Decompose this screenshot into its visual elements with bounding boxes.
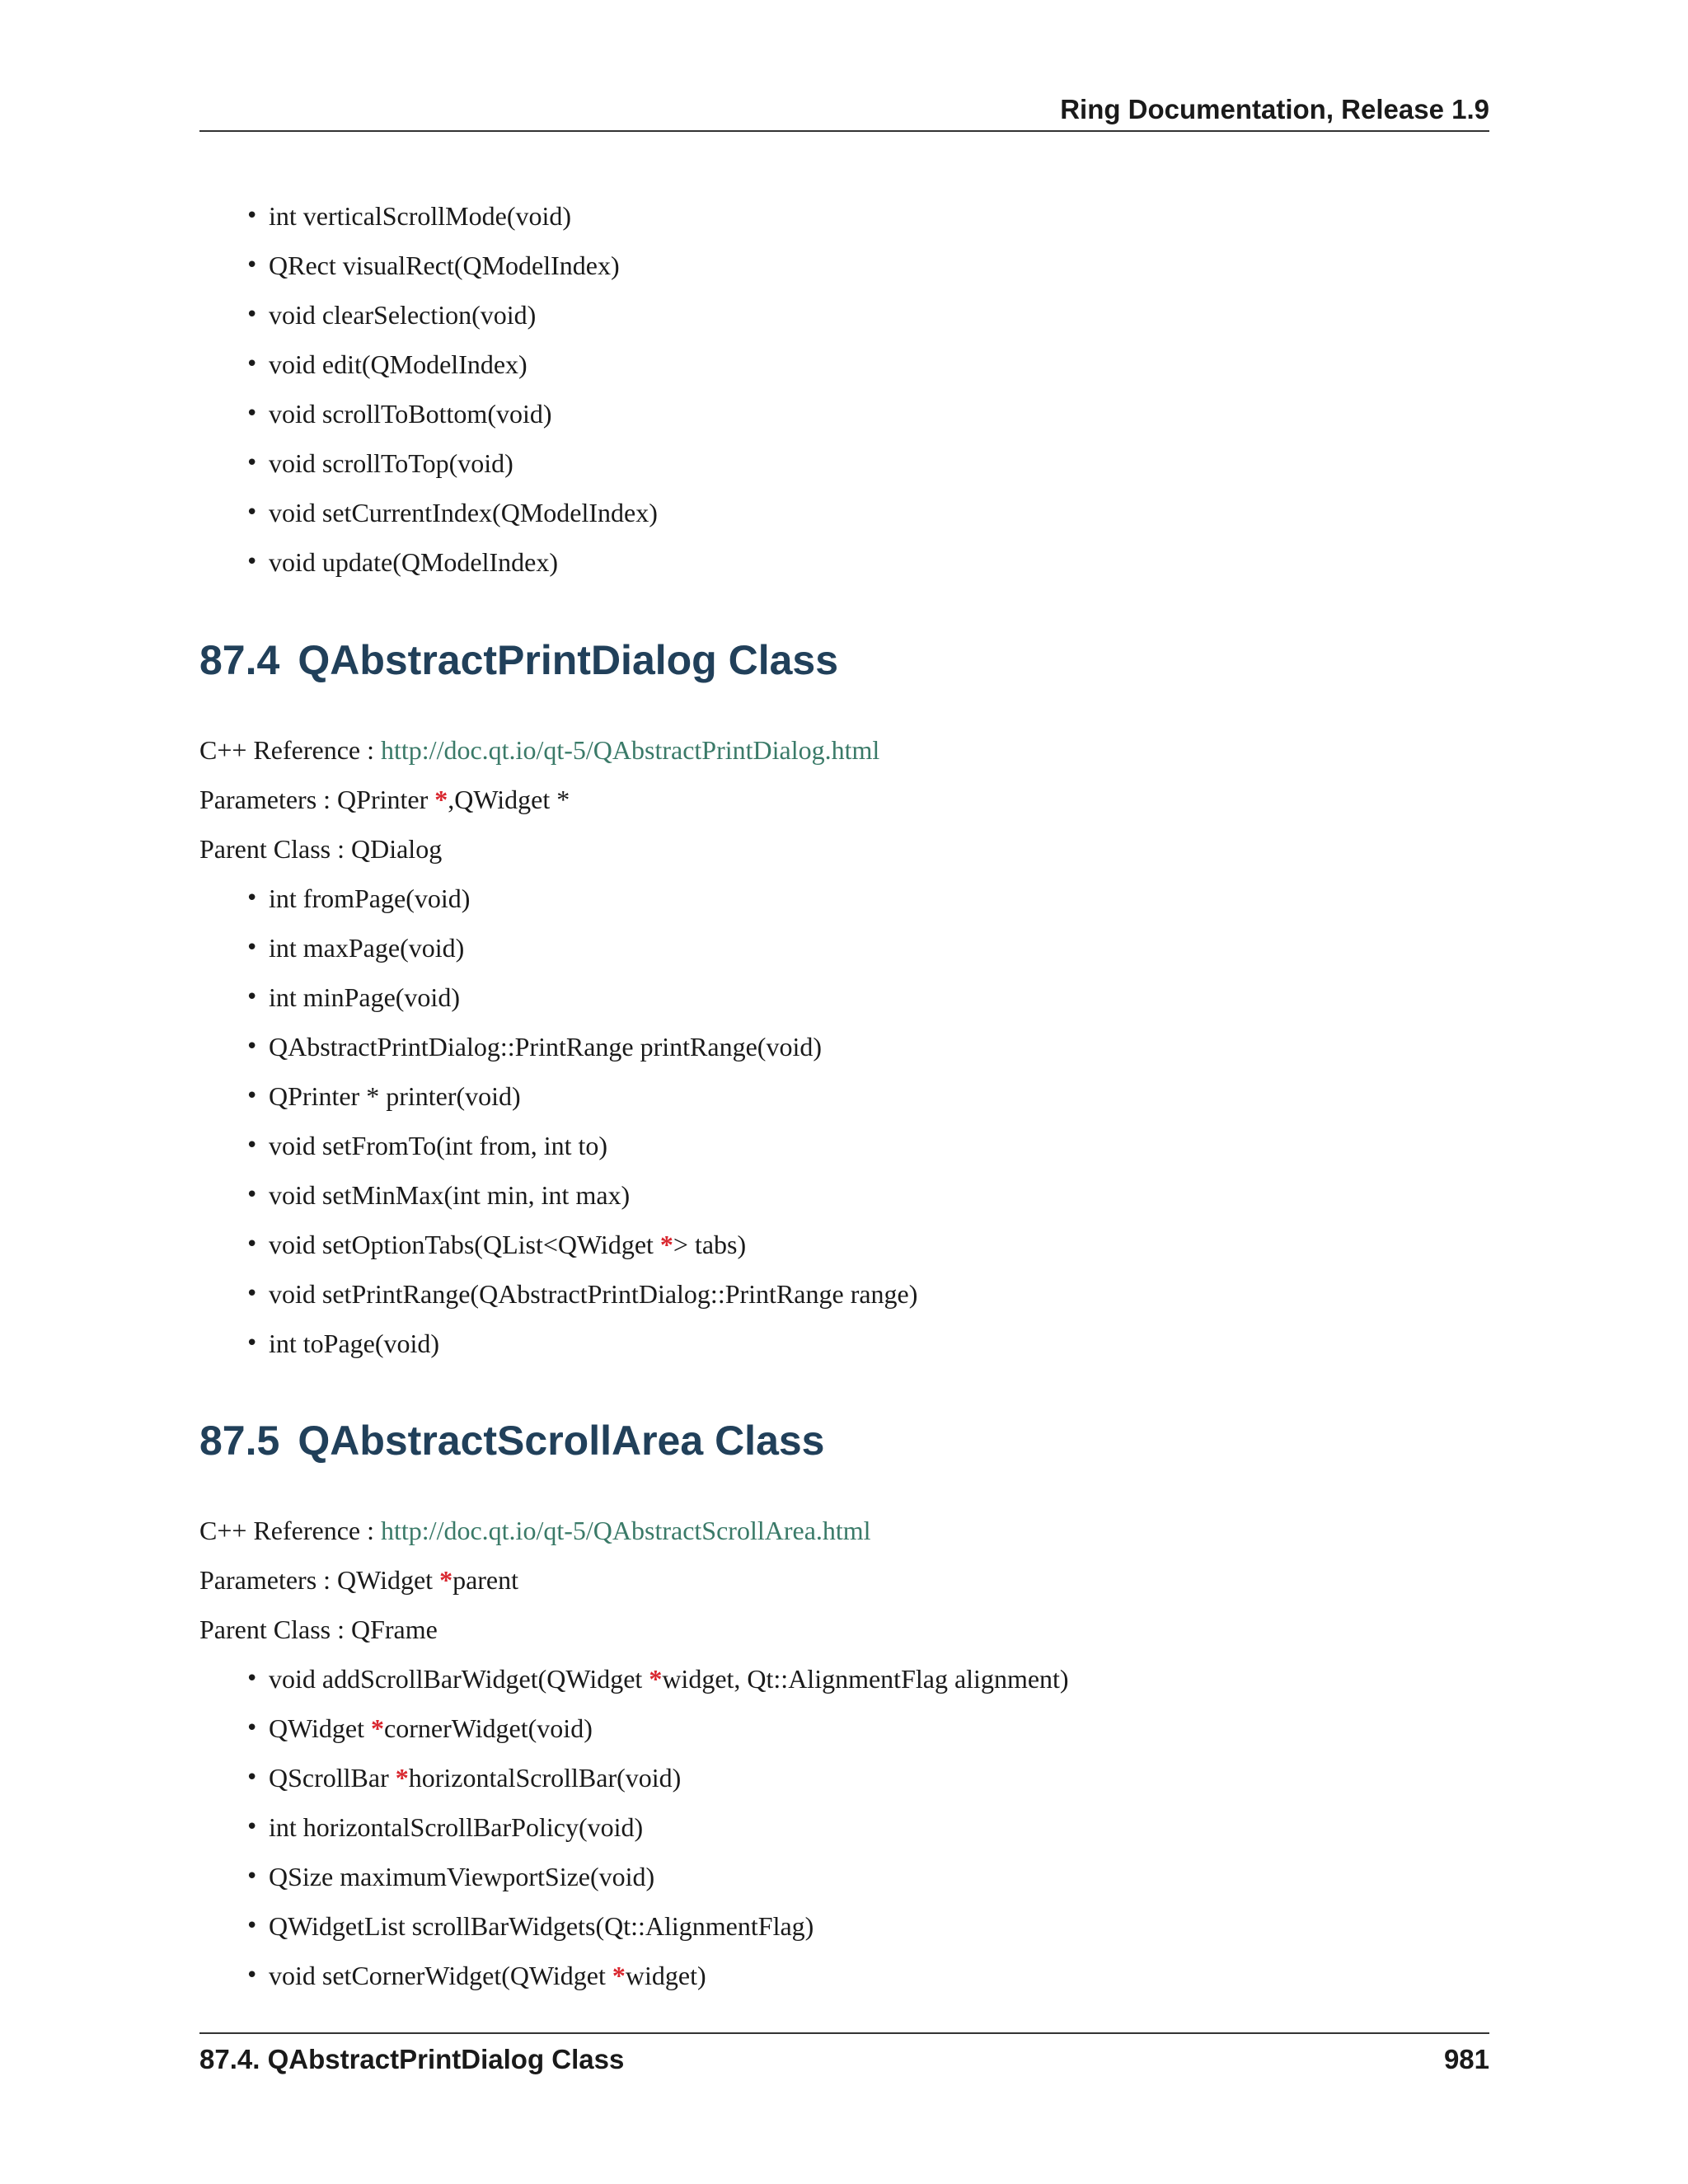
method-signature-part: void addScrollBarWidget(QWidget [269, 1664, 649, 1694]
method-signature: void edit(QModelIndex) [269, 349, 528, 379]
parameters-label: Parameters : [199, 1565, 338, 1595]
method-item [246, 1121, 917, 1170]
method-signature-part: void setOptionTabs(QList<QWidget [269, 1230, 660, 1259]
method-item [246, 1951, 1069, 2000]
section-number: 87.4 [199, 637, 280, 683]
pointer-asterisk: * [371, 1713, 385, 1743]
method-item [246, 488, 658, 537]
method-item [246, 1269, 917, 1319]
pointer-asterisk: * [649, 1664, 663, 1694]
section-heading-87-5 [199, 1417, 825, 1465]
method-item [246, 1220, 917, 1269]
method-item [246, 1170, 917, 1220]
pointer-asterisk: * [395, 1763, 409, 1793]
method-signature: void update(QModelIndex) [269, 547, 559, 577]
method-signature: QRect visualRect(QModelIndex) [269, 251, 620, 280]
method-list-continued [246, 191, 658, 587]
page-footer [199, 2032, 1489, 2083]
method-item [246, 1022, 917, 1071]
parent-class-line [199, 824, 442, 874]
method-signature-part: void setCornerWidget(QWidget [269, 1961, 612, 1990]
cpp-reference-label: C++ Reference : [199, 1516, 381, 1545]
method-item [246, 923, 917, 972]
parent-class-line [199, 1605, 438, 1654]
method-signature: void scrollToTop(void) [269, 448, 513, 478]
parameters-label: Parameters : [199, 785, 338, 814]
method-signature-part: void setFromTo(int from, int to) [269, 1131, 608, 1160]
parameters-value-2: parent [452, 1565, 519, 1595]
method-item [246, 972, 917, 1022]
method-item [246, 389, 658, 438]
method-signature-part: QAbstractPrintDialog::PrintRange printRange(void) [269, 1032, 822, 1062]
method-item [246, 241, 658, 290]
method-item [246, 1753, 1069, 1802]
header-title: Ring Documentation, Release 1.9 [1060, 94, 1489, 124]
footer-section-title: 87.4. QAbstractPrintDialog Class [199, 2044, 625, 2074]
method-signature-part: void setMinMax(int min, int max) [269, 1180, 631, 1210]
cpp-reference-link[interactable]: http://doc.qt.io/qt-5/QAbstractScrollArea.html [381, 1516, 871, 1545]
method-signature-part: widget) [625, 1961, 706, 1990]
pointer-asterisk: * [612, 1961, 626, 1990]
method-item [246, 1654, 1069, 1704]
parent-class-value: QDialog [350, 834, 443, 864]
method-list-qabstractscrollarea [246, 1654, 1069, 2000]
method-item [246, 290, 658, 340]
pointer-asterisk: * [434, 785, 448, 814]
method-item [246, 1319, 917, 1368]
parameters-line [199, 775, 570, 824]
method-signature-part: cornerWidget(void) [384, 1713, 593, 1743]
document-page [199, 0, 1489, 2184]
cpp-reference-label: C++ Reference : [199, 735, 381, 765]
method-signature-part: QWidgetList scrollBarWidgets(Qt::AlignmentFlag) [269, 1911, 814, 1941]
method-item [246, 1802, 1069, 1852]
parameters-value-1: QPrinter [337, 785, 435, 814]
method-signature: int verticalScrollMode(void) [269, 201, 572, 231]
cpp-reference-link[interactable]: http://doc.qt.io/qt-5/QAbstractPrintDialog.html [381, 735, 880, 765]
section-heading-87-4 [199, 636, 838, 684]
page-number: 981 [1443, 2044, 1489, 2074]
method-signature: void setCurrentIndex(QModelIndex) [269, 498, 658, 527]
method-list-qabstractprintdialog [246, 874, 917, 1368]
method-signature: void scrollToBottom(void) [269, 399, 552, 429]
method-signature-part: QWidget [269, 1713, 372, 1743]
method-signature-part: QPrinter * printer(void) [269, 1081, 521, 1111]
method-item [246, 537, 658, 587]
method-signature-part: QScrollBar [269, 1763, 396, 1793]
method-signature-part: int maxPage(void) [269, 933, 465, 963]
parent-class-label: Parent Class : [199, 1615, 351, 1644]
method-signature-part: int fromPage(void) [269, 883, 471, 913]
method-signature-part: QSize maximumViewportSize(void) [269, 1862, 655, 1891]
parameters-value-2: ,QWidget * [448, 785, 570, 814]
pointer-asterisk: * [659, 1230, 673, 1259]
method-signature-part: int minPage(void) [269, 982, 460, 1012]
method-item [246, 340, 658, 389]
method-signature-part: int horizontalScrollBarPolicy(void) [269, 1812, 644, 1842]
method-item [246, 1852, 1069, 1901]
method-signature-part: widget, Qt::AlignmentFlag alignment) [662, 1664, 1069, 1694]
method-item [246, 1071, 917, 1121]
parent-class-label: Parent Class : [199, 834, 351, 864]
method-item [246, 874, 917, 923]
method-signature-part: void setPrintRange(QAbstractPrintDialog::PrintRange range) [269, 1279, 918, 1309]
method-signature-part: horizontalScrollBar(void) [408, 1763, 682, 1793]
method-item [246, 438, 658, 488]
page-header [199, 89, 1489, 132]
pointer-asterisk: * [439, 1565, 453, 1595]
method-item [246, 191, 658, 241]
cpp-reference-line [199, 725, 879, 775]
section-title-text: QAbstractPrintDialog Class [298, 637, 839, 683]
method-item [246, 1704, 1069, 1753]
section-title-text: QAbstractScrollArea Class [298, 1418, 825, 1464]
method-signature-part: > tabs) [673, 1230, 747, 1259]
method-signature: void clearSelection(void) [269, 300, 537, 330]
parent-class-value: QFrame [350, 1615, 438, 1644]
parameters-line [199, 1555, 518, 1605]
method-item [246, 1901, 1069, 1951]
cpp-reference-line [199, 1506, 871, 1555]
parameters-value-1: QWidget [337, 1565, 440, 1595]
section-number: 87.5 [199, 1418, 280, 1464]
method-signature-part: int toPage(void) [269, 1329, 440, 1358]
